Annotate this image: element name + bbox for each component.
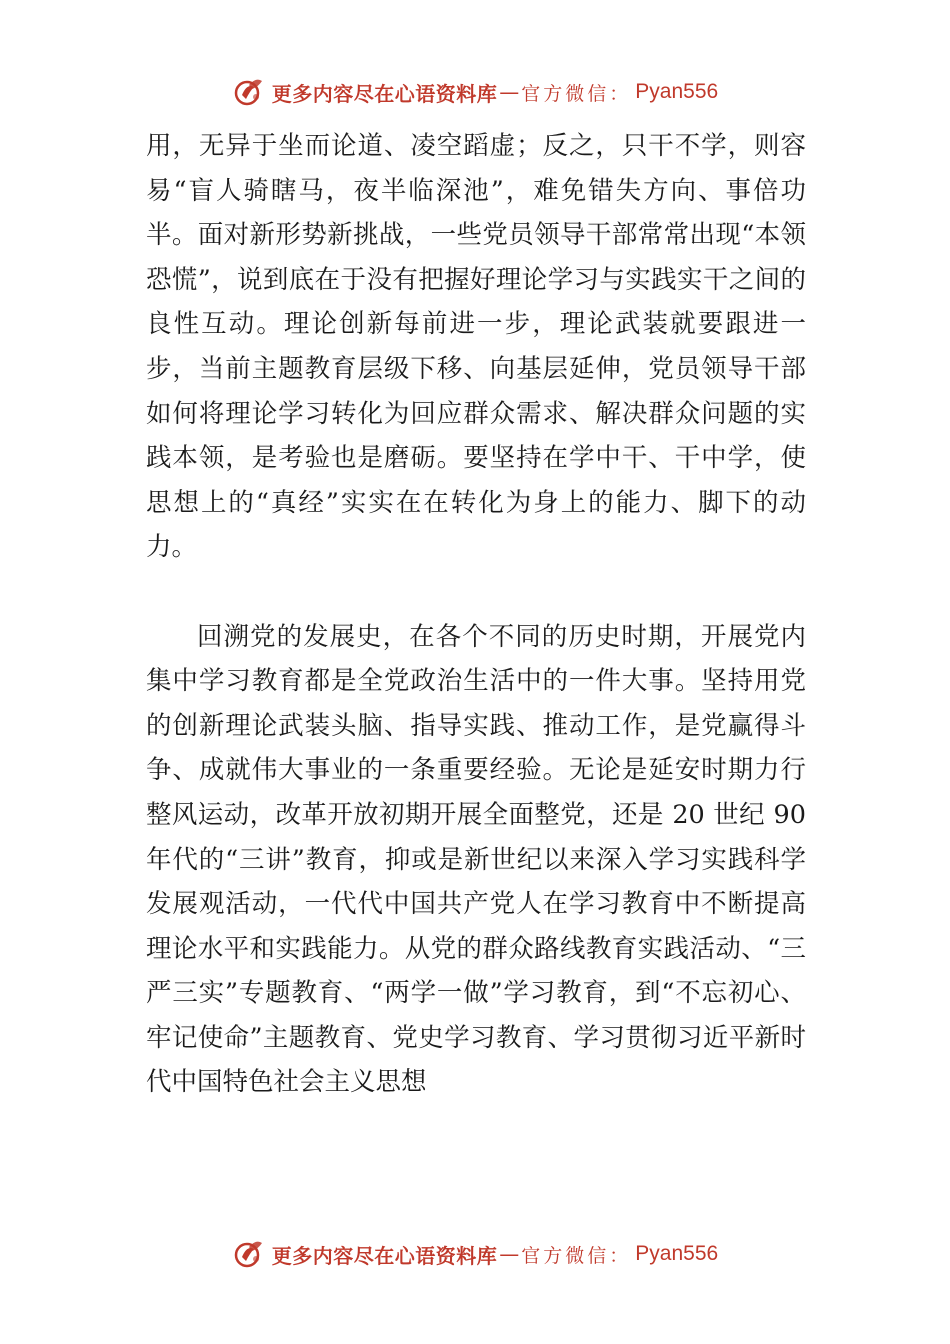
body-paragraph-2: 回溯党的发展史，在各个不同的历史时期，开展党内集中学习教育都是全党政治生活中的一件大事。坚持用党的创新理论武装头脑、指导实践、推动工作，是党赢得斗争、成就伟大事业的一条重要经验。无论是延安时期力行整风运动，改革开放初期开展全面整党，还是 20 世纪 90 年代的“三讲”教育，抑或是新世纪以来深入学习实践科学发展观活动，一代代中国共产党人在学习教育中不断提高理论水平和实践能力。从党的群众路线教育实践活动、“三严三实”专题教育、“两学一做”学习教育，到“不忘初心、牢记使命”主题教育、党史学习教育、学习贯彻习近平新时代中国特色社会主义思想 xyxy=(146,621,806,1098)
footer-banner-dash: — xyxy=(499,1242,520,1266)
footer-banner xyxy=(0,1232,950,1276)
header-wechat-label: 官方微信： xyxy=(521,82,632,105)
header-banner xyxy=(0,70,950,114)
body-paragraph-1: 用，无异于坐而论道、凌空蹈虚；反之，只干不学，则容易“盲人骑瞎马，夜半临深池”，难免错失方向、事倍功半。面对新形势新挑战，一些党员领导干部常常出现“本领恐慌”，说到底在于没有把握好理论学习与实践实干之间的良性互动。理论创新每前进一步，理论武装就要跟进一步，当前主题教育层级下移、向基层延伸，党员领导干部如何将理论学习转化为回应群众需求、解决群众问题的实践本领，是考验也是磨砺。要坚持在学中干、干中学，使思想上的“真经”实实在在转化为身上的能力、脚下的动力。 xyxy=(146,131,806,563)
flower-logo-icon xyxy=(232,75,266,109)
header-banner-dash: — xyxy=(499,80,520,104)
footer-wechat-label: 官方微信： xyxy=(521,1244,632,1267)
footer-banner-text: 更多内容尽在心语资料库 xyxy=(271,1243,498,1268)
document-body xyxy=(146,124,806,1105)
footer-wechat-id: Pyan556 xyxy=(635,1242,719,1265)
flower-logo-icon xyxy=(232,1237,266,1271)
header-wechat-id: Pyan556 xyxy=(635,80,719,103)
header-banner-text: 更多内容尽在心语资料库 xyxy=(271,81,498,106)
